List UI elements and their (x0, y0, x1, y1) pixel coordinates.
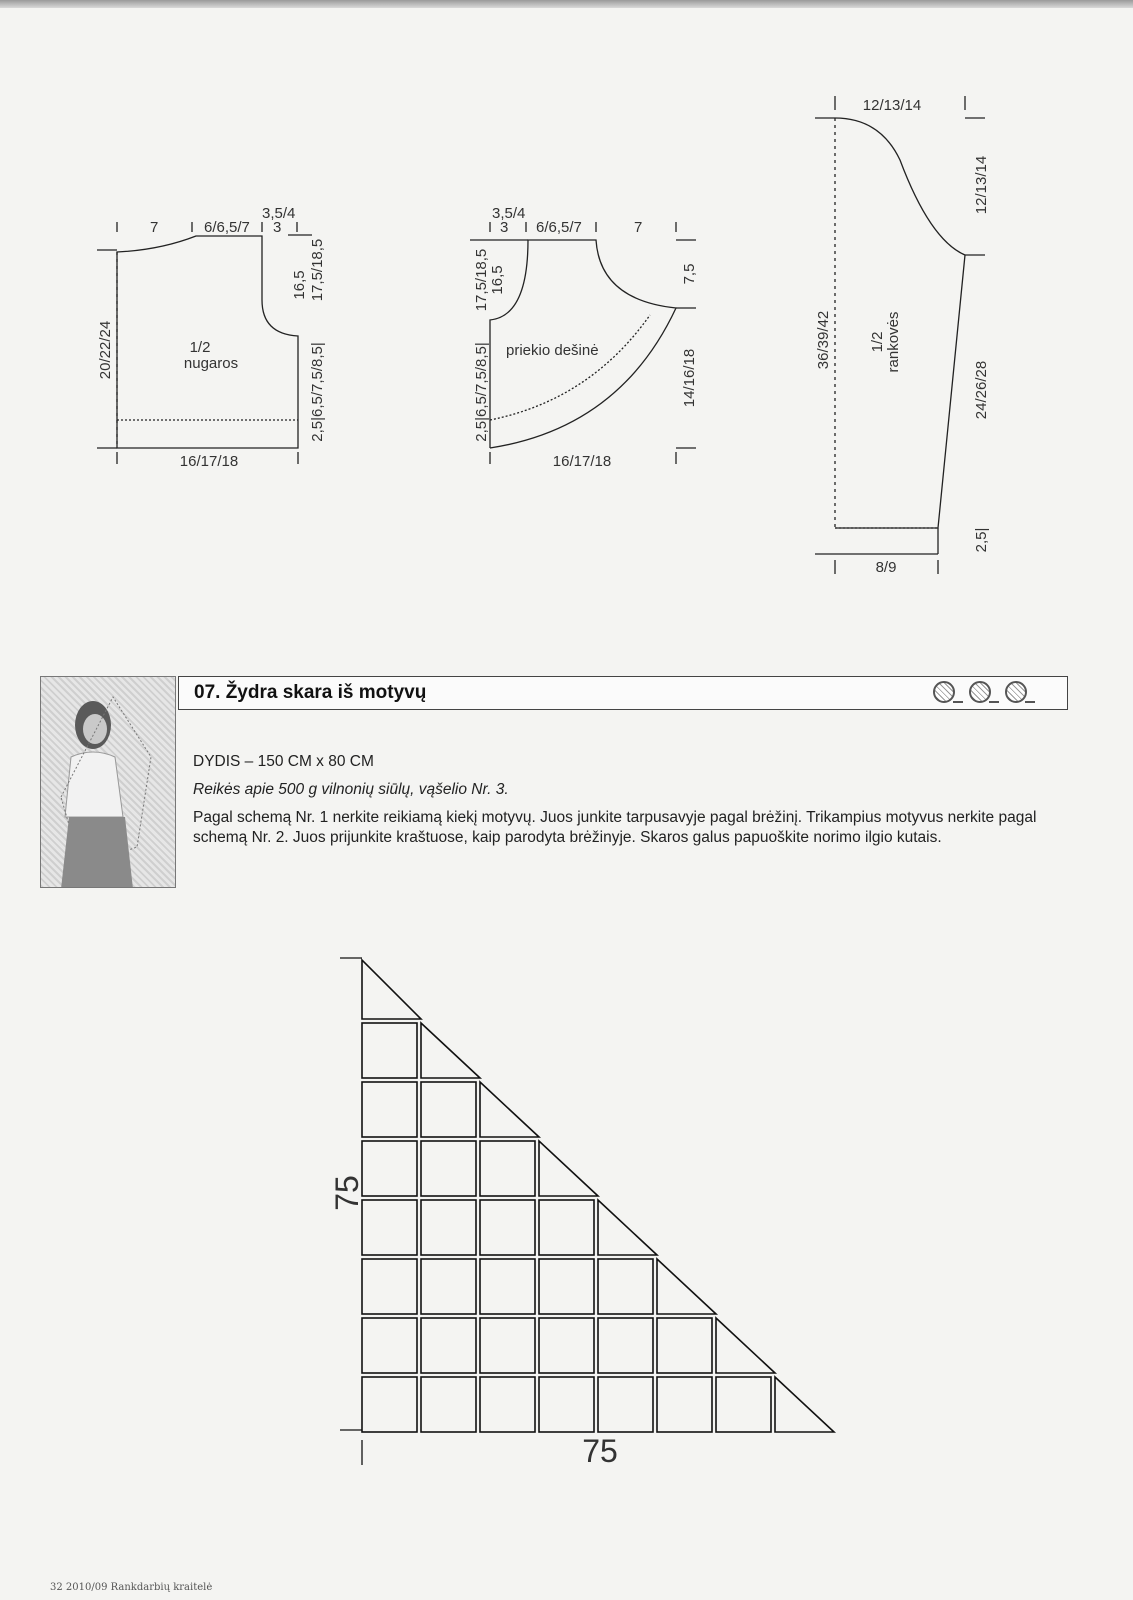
square-motif (362, 1377, 417, 1432)
instructions-text: Pagal schemą Nr. 1 nerkite reikiamą kiekį motyvų. Juos junkite tarpusavyje pagal brėžinį. Trikampius motyvus nerkite pagal schemą Nr. 2. Juos prijunkite kraštuose, kaip parodyta brėžinyje. Skaros galus papuoškite norimo ilgio kutais. (193, 809, 1037, 846)
square-motif (539, 1318, 594, 1373)
triangle-motif (716, 1318, 775, 1373)
front-dim-left-2: 16,5 (489, 265, 506, 295)
back-piece-label: 1/2 (189, 339, 211, 356)
square-motif (362, 1259, 417, 1314)
square-motif (421, 1082, 476, 1137)
back-piece-name: nugaros (183, 355, 239, 372)
square-motif (362, 1023, 417, 1078)
sleeve-piece-name: rankovės (885, 311, 902, 373)
front-dim-top-right: 7 (634, 219, 643, 236)
front-dim-right-2: 14/16/18 (681, 348, 698, 408)
square-motif (362, 1318, 417, 1373)
front-dim-left-3: 2,5|6,5/7,5/8,5| (473, 342, 490, 442)
front-dim-right-1: 7,5 (681, 263, 698, 285)
square-motif (480, 1377, 535, 1432)
square-motif (480, 1200, 535, 1255)
sleeve-dim-right-3: 2,5| (973, 527, 990, 553)
triangle-motif (362, 960, 421, 1019)
shawl-width-label: 75 (582, 1433, 618, 1469)
sleeve-dim-left: 36/39/42 (815, 310, 832, 370)
triangle-motif (539, 1141, 598, 1196)
sleeve-dim-top: 12/13/14 (862, 97, 922, 114)
front-dim-top-over: 3,5/4 (492, 205, 526, 222)
back-dim-top-left: 7 (150, 219, 159, 236)
sleeve-dim-right-1: 12/13/14 (973, 155, 990, 215)
square-motif (421, 1318, 476, 1373)
front-dim-bottom: 16/17/18 (552, 453, 612, 470)
square-motif (539, 1259, 594, 1314)
square-motif (539, 1377, 594, 1432)
square-motif (480, 1318, 535, 1373)
triangle-motif (775, 1377, 834, 1432)
square-motif (362, 1141, 417, 1196)
square-motif (480, 1259, 535, 1314)
front-dim-top-left: 3 (500, 219, 509, 236)
square-motif (421, 1377, 476, 1432)
triangle-motif (421, 1023, 480, 1078)
sleeve-piece-label: 1/2 (869, 331, 886, 353)
triangle-motif (480, 1082, 539, 1137)
square-motif (421, 1200, 476, 1255)
back-dim-bottom: 16/17/18 (179, 453, 239, 470)
back-dim-top-mid: 6/6,5/7 (204, 219, 250, 236)
back-dim-right-3: 2,5|6,5/7,5/8,5| (309, 342, 326, 442)
back-dim-right-1: 16,5 (291, 270, 308, 300)
sleeve-dim-bottom: 8/9 (875, 559, 897, 576)
triangle-motif (657, 1259, 716, 1314)
square-motif (421, 1259, 476, 1314)
square-motif (598, 1377, 653, 1432)
square-motif (657, 1377, 712, 1432)
square-motif (716, 1377, 771, 1432)
front-piece-name: priekio dešinė (506, 342, 599, 359)
square-motif (362, 1082, 417, 1137)
square-motif (362, 1200, 417, 1255)
front-dim-top-mid: 6/6,5/7 (536, 219, 582, 236)
size-line: DYDIS – 150 CM x 80 CM (193, 753, 374, 770)
square-motif (598, 1318, 653, 1373)
back-dim-top-right: 3 (273, 219, 282, 236)
square-motif (657, 1318, 712, 1373)
materials-line: Reikės apie 500 g vilnonių siūlų, vąšelio Nr. 3. (193, 781, 509, 798)
square-motif (539, 1200, 594, 1255)
square-motif (598, 1259, 653, 1314)
back-dim-top-over: 3,5/4 (262, 205, 296, 222)
front-dim-left-1: 17,5/18,5 (473, 248, 490, 312)
back-dim-left: 20/22/24 (97, 320, 114, 380)
page-footer: 32 2010/09 Rankdarbių kraitelė (50, 1582, 213, 1593)
square-motif (421, 1141, 476, 1196)
square-motif (480, 1141, 535, 1196)
triangle-motif (598, 1200, 657, 1255)
shawl-height-label: 75 (329, 1175, 365, 1211)
section-title: 07. Žydra skara iš motyvų (194, 682, 427, 703)
back-dim-right-2: 17,5/18,5 (309, 238, 326, 302)
sleeve-dim-right-2: 24/26/28 (973, 360, 990, 420)
